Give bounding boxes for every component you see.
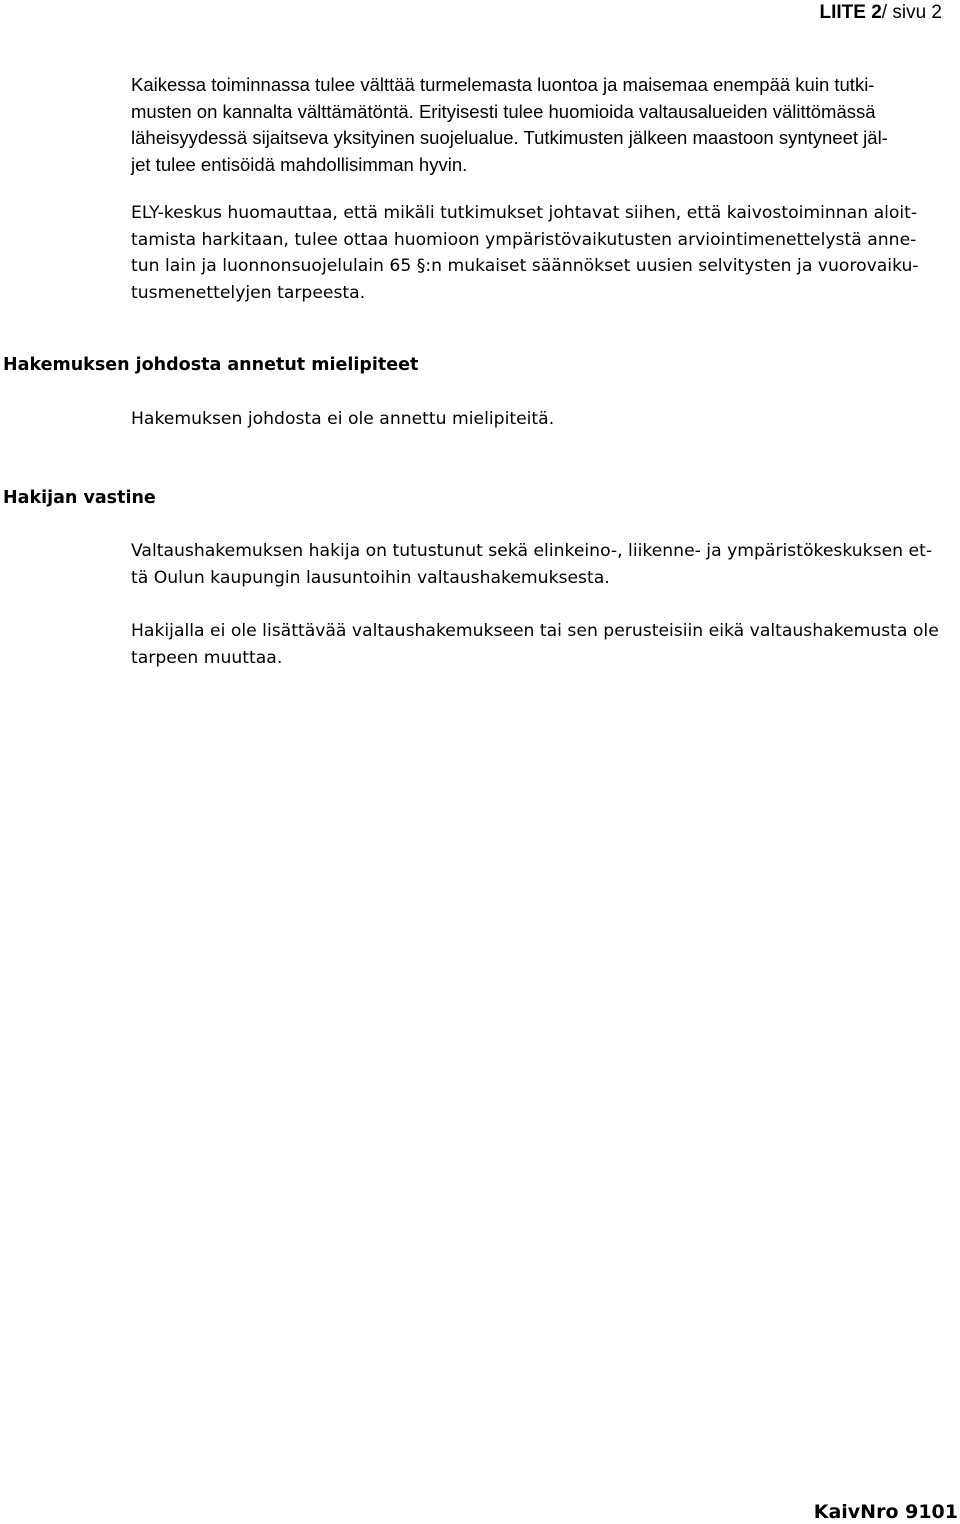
text-line: Kaikessa toiminnassa tulee välttää turmelemasta luontoa ja maisemaa enempää kuin tutki- bbox=[131, 74, 875, 95]
paragraph-ely bbox=[131, 200, 958, 307]
text-line: tarpeen muuttaa. bbox=[131, 647, 283, 668]
text-line: Hakijalla ei ole lisättävää valtaushakemukseen tai sen perusteisiin eikä valtaushakemusta ole bbox=[131, 621, 939, 641]
text-line: tä Oulun kaupungin lausuntoihin valtaushakemuksesta. bbox=[131, 567, 610, 588]
text-line: läheisyydessä sijaitseva yksityinen suojelualue. Tutkimusten jälkeen maastoon syntyneet jäl- bbox=[131, 127, 888, 149]
section-heading-response: Hakijan vastine bbox=[3, 488, 156, 508]
page-header bbox=[820, 2, 943, 24]
page-number: / sivu 2 bbox=[881, 2, 942, 23]
text-line: tusmenettelyjen tarpeesta. bbox=[131, 283, 366, 304]
section-heading-opinions: Hakemuksen johdosta annetut mielipiteet bbox=[3, 355, 419, 375]
text-line: tamista harkitaan, tulee ottaa huomioon ympäristövaikutusten arviointimenettelystä anne- bbox=[131, 229, 917, 250]
text-line: ELY-keskus huomauttaa, että mikäli tutkimukset johtavat siihen, että kaivostoiminnan aloit- bbox=[131, 203, 918, 223]
paragraph-response-1 bbox=[131, 538, 958, 591]
text-line: tun lain ja luonnonsuojelulain 65 §:n mukaiset säännökset uusien selvitysten ja vuorovaiku- bbox=[131, 256, 919, 277]
paragraph-nature bbox=[131, 72, 958, 179]
text-line: jet tulee entisöidä mahdollisimman hyvin. bbox=[131, 154, 468, 176]
document-id: KaivNro 9101 bbox=[813, 1501, 958, 1523]
paragraph-response-2 bbox=[131, 618, 958, 671]
text-line: Valtaushakemuksen hakija on tutustunut sekä elinkeino-, liikenne- ja ympäristökeskuksen et- bbox=[131, 541, 933, 561]
appendix-label: LIITE 2 bbox=[819, 2, 882, 23]
paragraph-no-opinions bbox=[131, 406, 958, 433]
text-line: musten on kannalta välttämätöntä. Erityisesti tulee huomioida valtausalueiden välittömässä bbox=[131, 100, 876, 122]
text-line: Hakemuksen johdosta ei ole annettu mielipiteitä. bbox=[131, 409, 555, 429]
